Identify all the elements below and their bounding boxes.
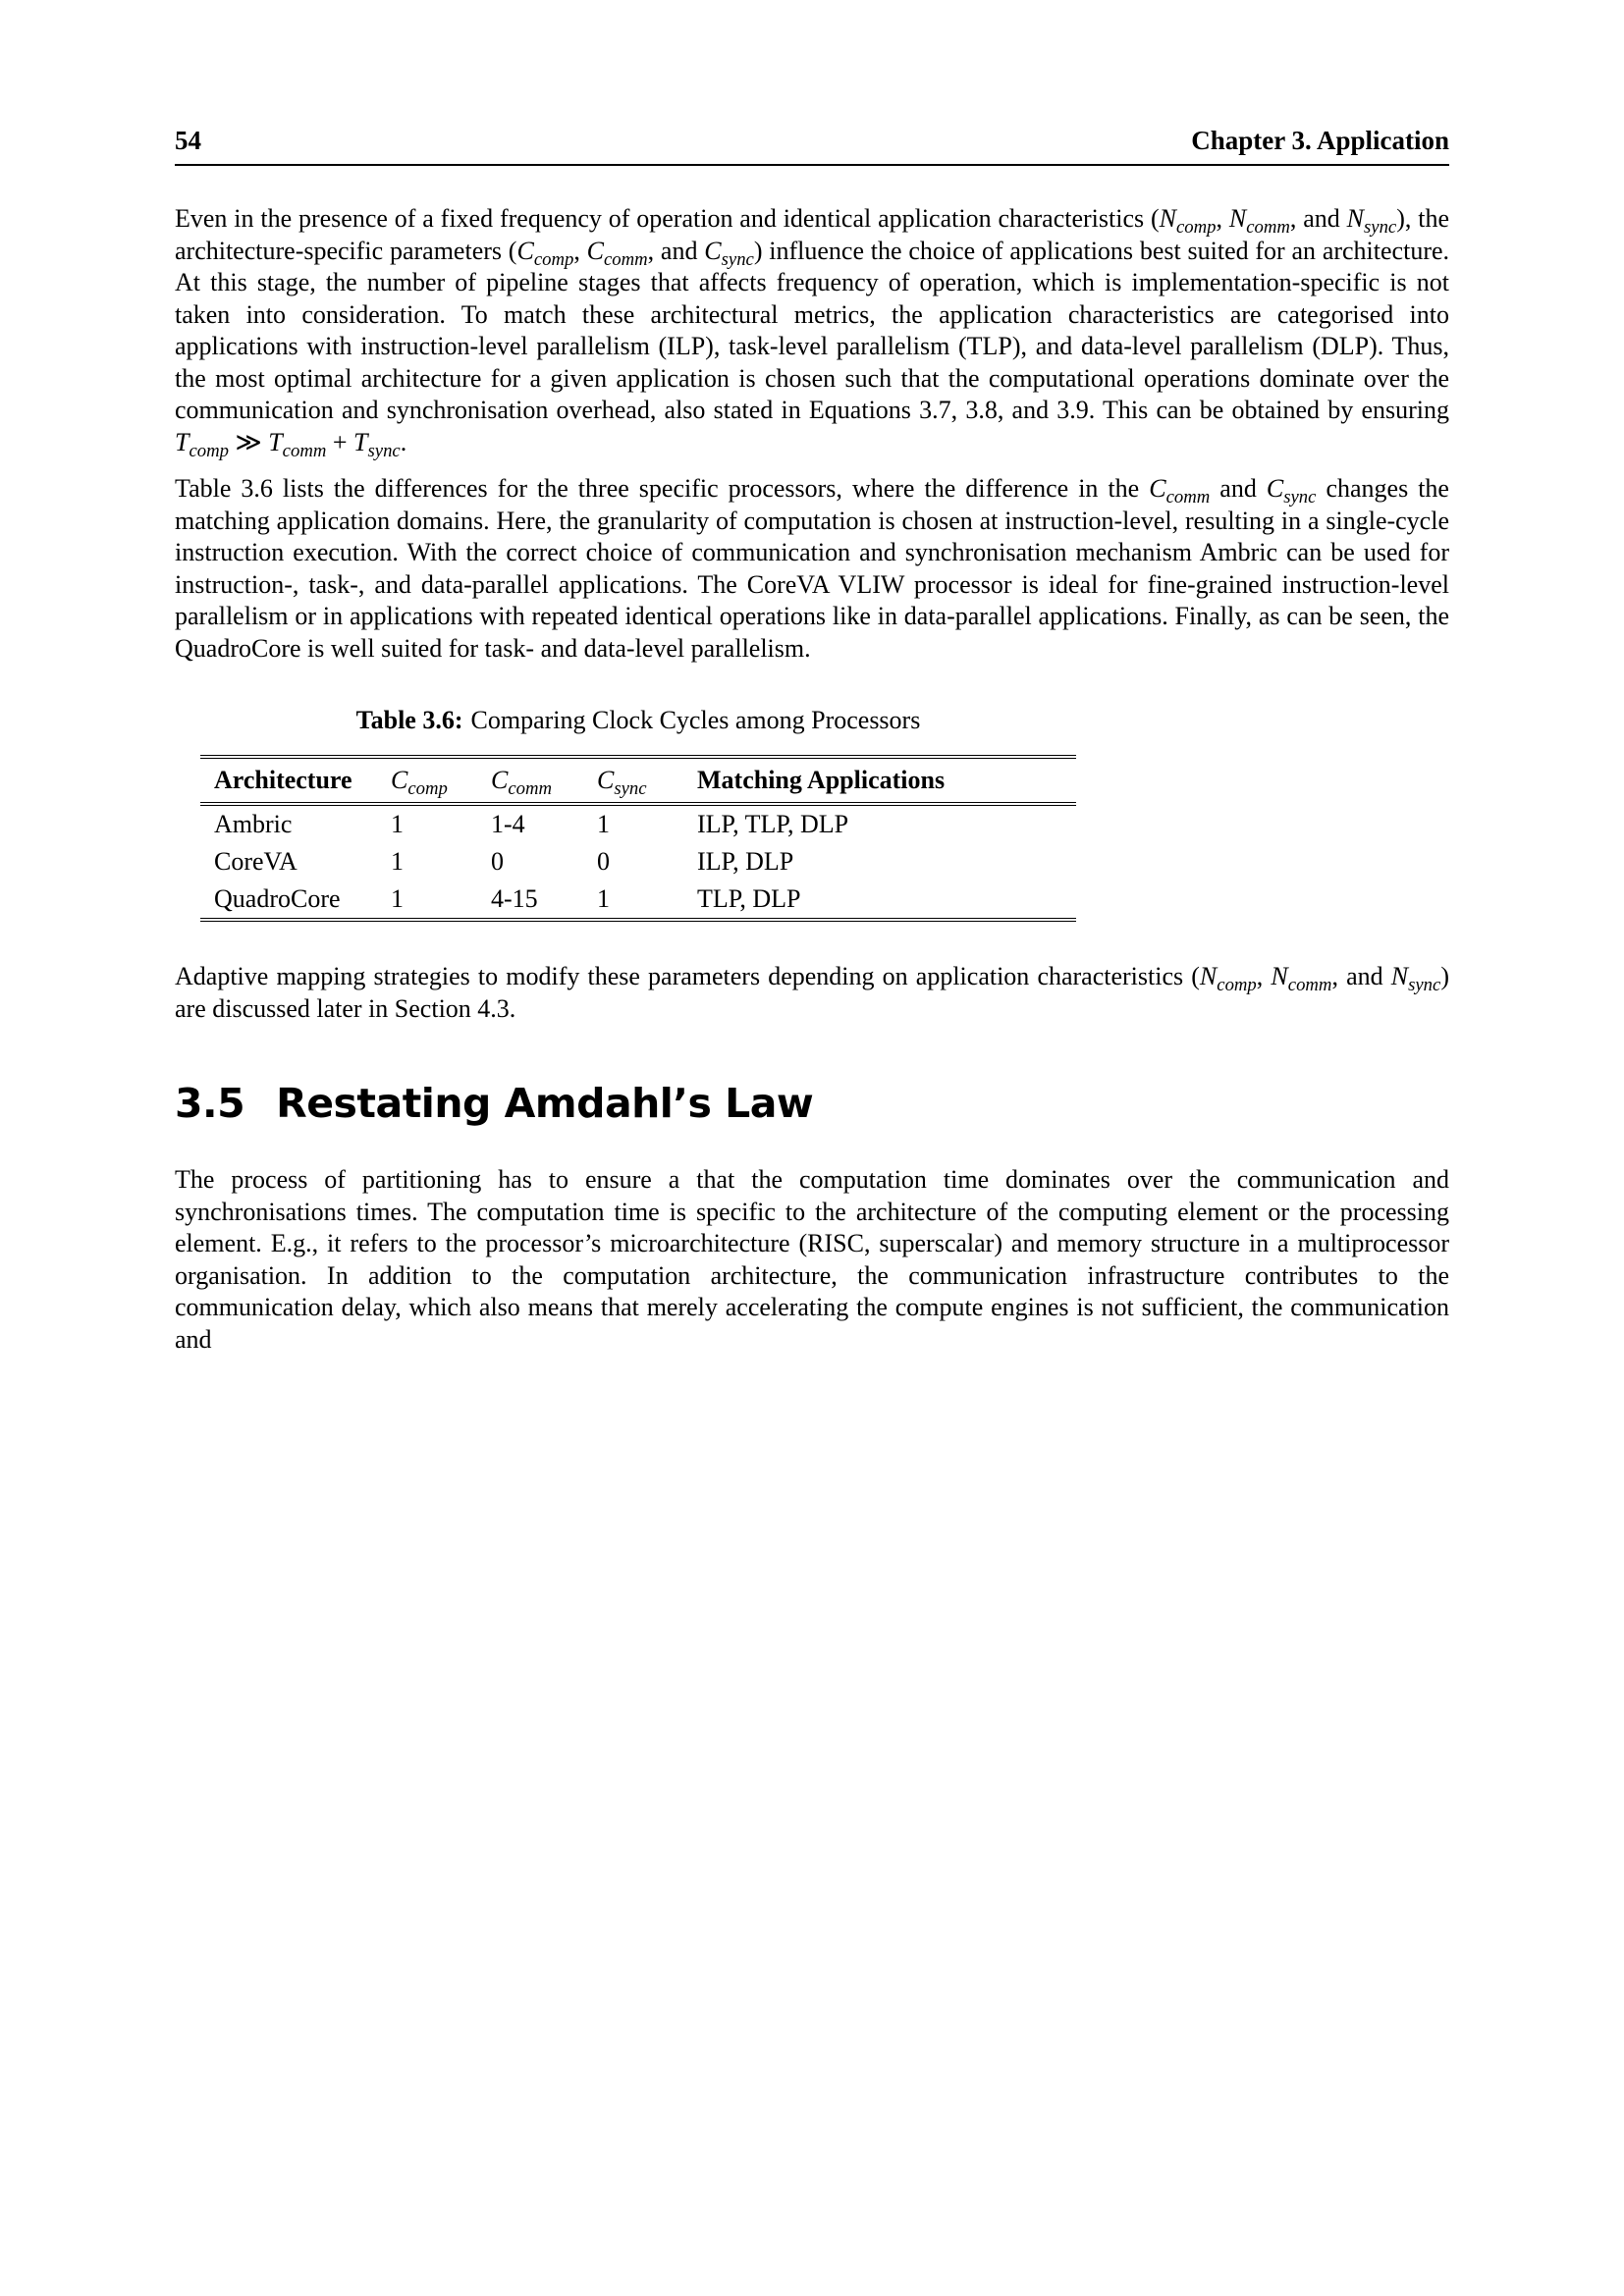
table-caption-text: Comparing Clock Cycles among Processors <box>470 706 921 734</box>
math-var: C <box>704 236 722 265</box>
col-header-c-sync <box>583 757 683 804</box>
table-cell: 1 <box>377 881 477 920</box>
table-cell: 1 <box>391 847 404 876</box>
math-subscript: comm <box>282 440 327 461</box>
math-var: C <box>1149 474 1166 503</box>
math-subscript: sync <box>1408 975 1441 996</box>
math-var: N <box>1346 204 1364 233</box>
header-rule <box>175 164 1449 166</box>
paragraph-partitioning: The process of partitioning has to ensure a that the computation time dominates over the communication and synchronisations times. The computation time is specific to the architecture of the computing element or the processing element. E.g., it refers to the processor’s microarchitecture (RISC, superscalar) and memory structure in a multiprocessor organisation. In addition to the computation architecture, the communication infrastructure contributes to the communication delay, which also means that merely accelerating the compute engines is not sufficient, the communication and <box>175 1165 1449 1354</box>
math-subscript: comm <box>508 778 553 800</box>
math-subscript: comp <box>189 440 229 461</box>
col-header-c-comp <box>377 757 477 804</box>
table-cell: 1 <box>391 810 404 838</box>
table-cell: 4-15 <box>477 881 583 920</box>
table-3-6-block <box>200 706 1076 922</box>
page-number: 54 <box>175 126 201 155</box>
table-row <box>200 804 1076 843</box>
math-subscript: sync <box>614 778 647 800</box>
table-cell: CoreVA <box>214 847 298 876</box>
table-cell: 0 <box>597 847 610 876</box>
section-title: Restating Amdahl’s Law <box>276 1080 814 1127</box>
table-cell: TLP, DLP <box>683 881 1076 920</box>
section-heading <box>175 1080 1449 1127</box>
page-header <box>175 126 1449 156</box>
math-var: C <box>491 766 509 794</box>
bold-text: Matching Applications <box>697 766 946 794</box>
table-row <box>200 843 1076 881</box>
math-var: N <box>1271 962 1288 990</box>
table-caption <box>200 706 1076 735</box>
math-subscript: comm <box>1165 487 1211 508</box>
table-cell: 1 <box>597 810 610 838</box>
math-subscript: comm <box>1246 217 1290 239</box>
section-number: 3.5 <box>175 1080 245 1127</box>
math-var: C <box>1266 474 1284 503</box>
table-cell: ILP, DLP <box>697 847 794 876</box>
col-header-architecture <box>200 757 377 804</box>
math-var: N <box>1199 962 1218 990</box>
math-var: T <box>175 427 189 456</box>
math-subscript: sync <box>721 248 754 270</box>
paragraph-adaptive-mapping: Adaptive mapping strategies to modify these parameters depending on application characteristics ($N_{comp}$, $N_{comm}$, and $N_{sync}$) are discussed later in Section 4.3. <box>175 962 1449 1023</box>
table-cell: ILP, TLP, DLP <box>697 810 849 838</box>
table-row <box>200 881 1076 920</box>
math-subscript: comp <box>1217 975 1257 996</box>
paragraph-intro: Even in the presence of a fixed frequency of operation and identical application characteristics ($N_{comp}$, $N_{comm}$, and $N_{sync}$), the architecture-specific parameters ($C_{comp}$, $C_{comm}$, and $C_{sync}$) influence the choice of applications best suited for an architecture. At this stage, the number of pipeline stages that affects frequency of operation, which is implementation-specific is not taken into consideration. To match these architectural metrics, the application characteristics are categorised into applications with instruction-level parallelism (ILP), task-level parallelism (TLP), and data-level parallelism (DLP). Thus, the most optimal architecture for a given application is chosen such that the computational operations dominate over the communication and synchronisation overhead, also stated in Equations 3.7, 3.8, and 3.9. This can be obtained by ensuring $T_{comp}$ ≫ $T_{comm} + T_{sync}$. <box>175 204 1450 461</box>
math-var: N <box>1159 204 1176 233</box>
math-subscript: sync <box>367 440 401 461</box>
table-cell: 1-4 <box>491 810 525 838</box>
bold-text: Architecture <box>214 766 352 794</box>
math-var: T <box>353 427 368 456</box>
paragraph-table-discussion: Table 3.6 lists the differences for the three specific processors, where the difference in the $C_{comm}$ and $C_{sync}$ changes the matching application domains. Here, the granularity of computation is chosen at instruction-level, resulting in a single-cycle instruction execution. With the correct choice of communication and synchronisation mechanism Ambric can be used for instruction-, task-, and data-parallel applications. The CoreVA VLIW processor is ideal for fine-grained instruction-level parallelism or in applications with repeated identical operations like in data-parallel applications. Finally, as can be seen, the QuadroCore is well suited for task- and data-level parallelism. <box>175 474 1449 663</box>
math-subscript: comm <box>1287 975 1332 996</box>
math-var: N <box>1228 204 1247 233</box>
table-caption-label: Table 3.6: <box>355 706 463 734</box>
math-var: C <box>586 236 604 265</box>
table-cell: 0 <box>491 847 504 876</box>
math-var: C <box>516 236 534 265</box>
table-cell: 1 <box>583 881 683 920</box>
table-body <box>200 804 1076 920</box>
col-header-matching-applications <box>683 757 1076 804</box>
math-subscript: comp <box>1176 217 1217 239</box>
math-var: T <box>268 427 283 456</box>
table-header-row <box>200 757 1076 804</box>
chapter-running-title: Chapter 3. Application <box>1191 126 1449 155</box>
math-var: N <box>1390 962 1409 990</box>
col-header-c-comm <box>477 757 583 804</box>
table-header <box>200 757 1076 804</box>
clock-cycles-comparison-table <box>200 755 1076 922</box>
table-cell: Ambric <box>214 810 293 838</box>
math-subscript: comm <box>603 248 648 270</box>
math-subscript: comp <box>407 778 448 800</box>
math-subscript: sync <box>1364 217 1397 239</box>
table-cell: QuadroCore <box>200 881 377 920</box>
math-var: C <box>391 766 408 794</box>
math-var: C <box>597 766 615 794</box>
math-subscript: sync <box>1283 487 1317 508</box>
math-subscript: comp <box>533 248 574 270</box>
